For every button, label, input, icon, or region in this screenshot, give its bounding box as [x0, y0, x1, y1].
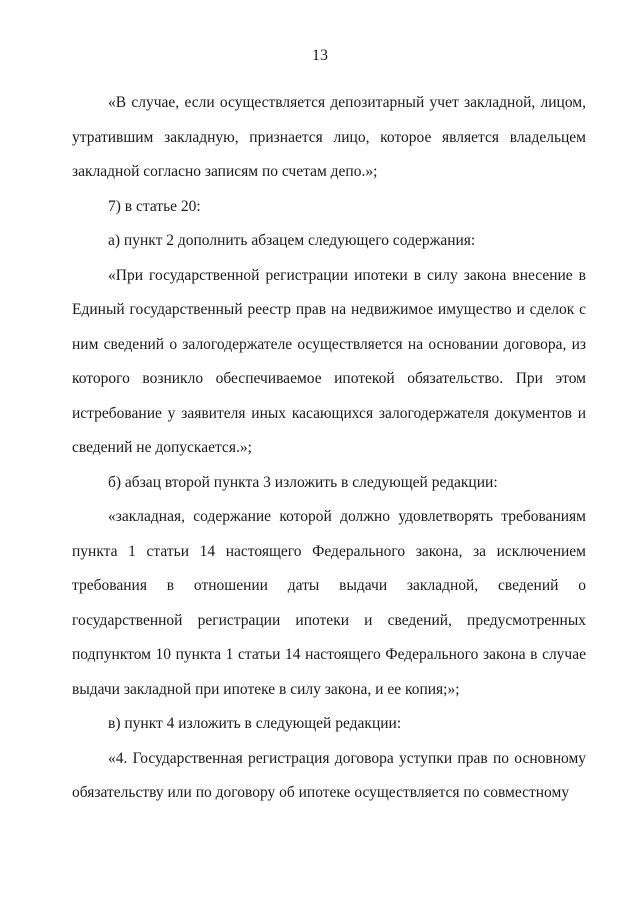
paragraph-item-b: б) абзац второй пункта 3 изложить в следующей редакции:: [108, 473, 498, 491]
paragraph-item-a: а) пункт 2 дополнить абзацем следующего содержания:: [108, 232, 476, 249]
paragraph-deposit-accounting: «В случае, если осуществляется депозитарный учет закладной, лицом, утратившим закладную, признается лицо, которое является владельцем закладной согласно записям по счетам депо.»;: [72, 94, 586, 180]
page-number: 13: [312, 47, 328, 64]
paragraph-state-registration-quote: «При государственной регистрации ипотеки в силу закона внесение в Единый государственный реестр прав на недвижимое имущество и сделок с ним сведений о залогодержателе осуществляется на основании договора, из которого возникло обеспечиваемое ипотекой обязательство. При этом истребование у заявителя иных касающихся залогодержателя документов и сведений не допускается.»;: [72, 266, 586, 456]
paragraph-mortgage-note-quote: «закладная, содержание которой должно удовлетворять требованиям пункта 1 статьи 14 настоящего Федерального закона, за исключением требования в отношении даты выдачи закладной, сведений о государственной регистрации ипотеки и сведений, предусмотренных подпунктом 10 пункта 1 статьи 14 настоящего Федерального закона в случае выдачи закладной при ипотеке в силу закона, и ее копия;»;: [72, 508, 586, 698]
paragraph-article-20-heading: 7) в статье 20:: [108, 197, 201, 215]
paragraph-point-4-quote: «4. Государственная регистрация договора уступки прав по основному обязательству или по договору об ипотеке осуществляется по совместному: [72, 749, 586, 801]
document-body: [72, 86, 586, 811]
paragraph-item-v: в) пункт 4 изложить в следующей редакции:: [108, 715, 402, 732]
